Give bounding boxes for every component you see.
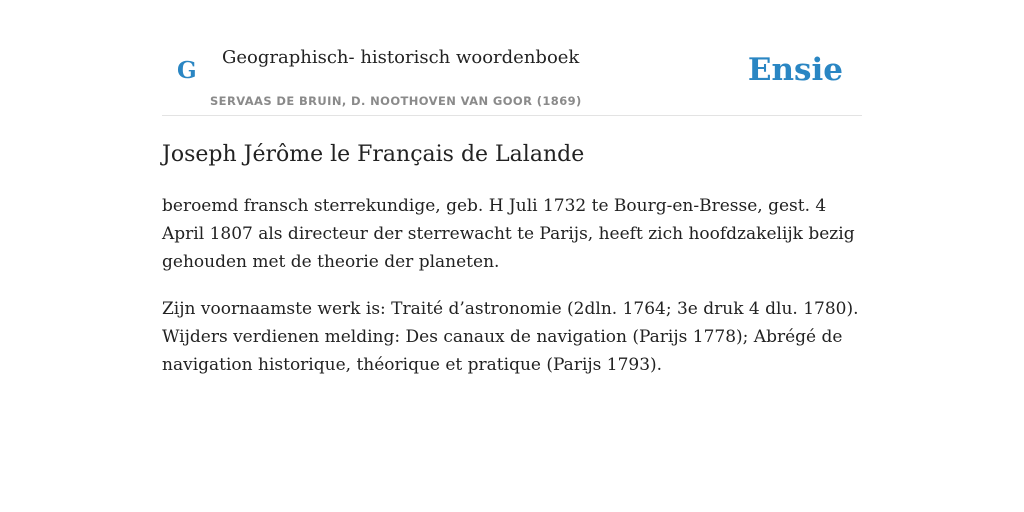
entry-paragraph: Zijn voornaamste werk is: Traité d’astronomie (2dln. 1764; 3e druk 4 dlu. 1780). Wijders verdienen melding: Des canaux de navigation (Parijs 1778); Abrégé de navigation historique, théorique et pratique (Parijs 1793). xyxy=(162,299,859,375)
entry-body xyxy=(162,192,862,398)
page xyxy=(162,0,862,375)
book-letter-logo[interactable]: G xyxy=(177,57,197,84)
entry-paragraph: beroemd fransch sterrekundige, geb. H Juli 1732 te Bourg-en-Bresse, gest. 4 April 1807 als directeur der sterrewacht te Parijs, heeft zich hoofdzakelijk bezig gehouden met de theorie der planeten. xyxy=(162,196,855,272)
book-authors: SERVAAS DE BRUIN, D. NOOTHOVEN VAN GOOR (1869) xyxy=(210,94,582,108)
entry-title: Joseph Jérôme le Français de Lalande xyxy=(162,142,585,167)
ensie-brand-link[interactable]: Ensie xyxy=(747,52,843,88)
book-header xyxy=(162,0,862,116)
book-title-link[interactable]: Geographisch- historisch woordenboek xyxy=(222,47,580,68)
